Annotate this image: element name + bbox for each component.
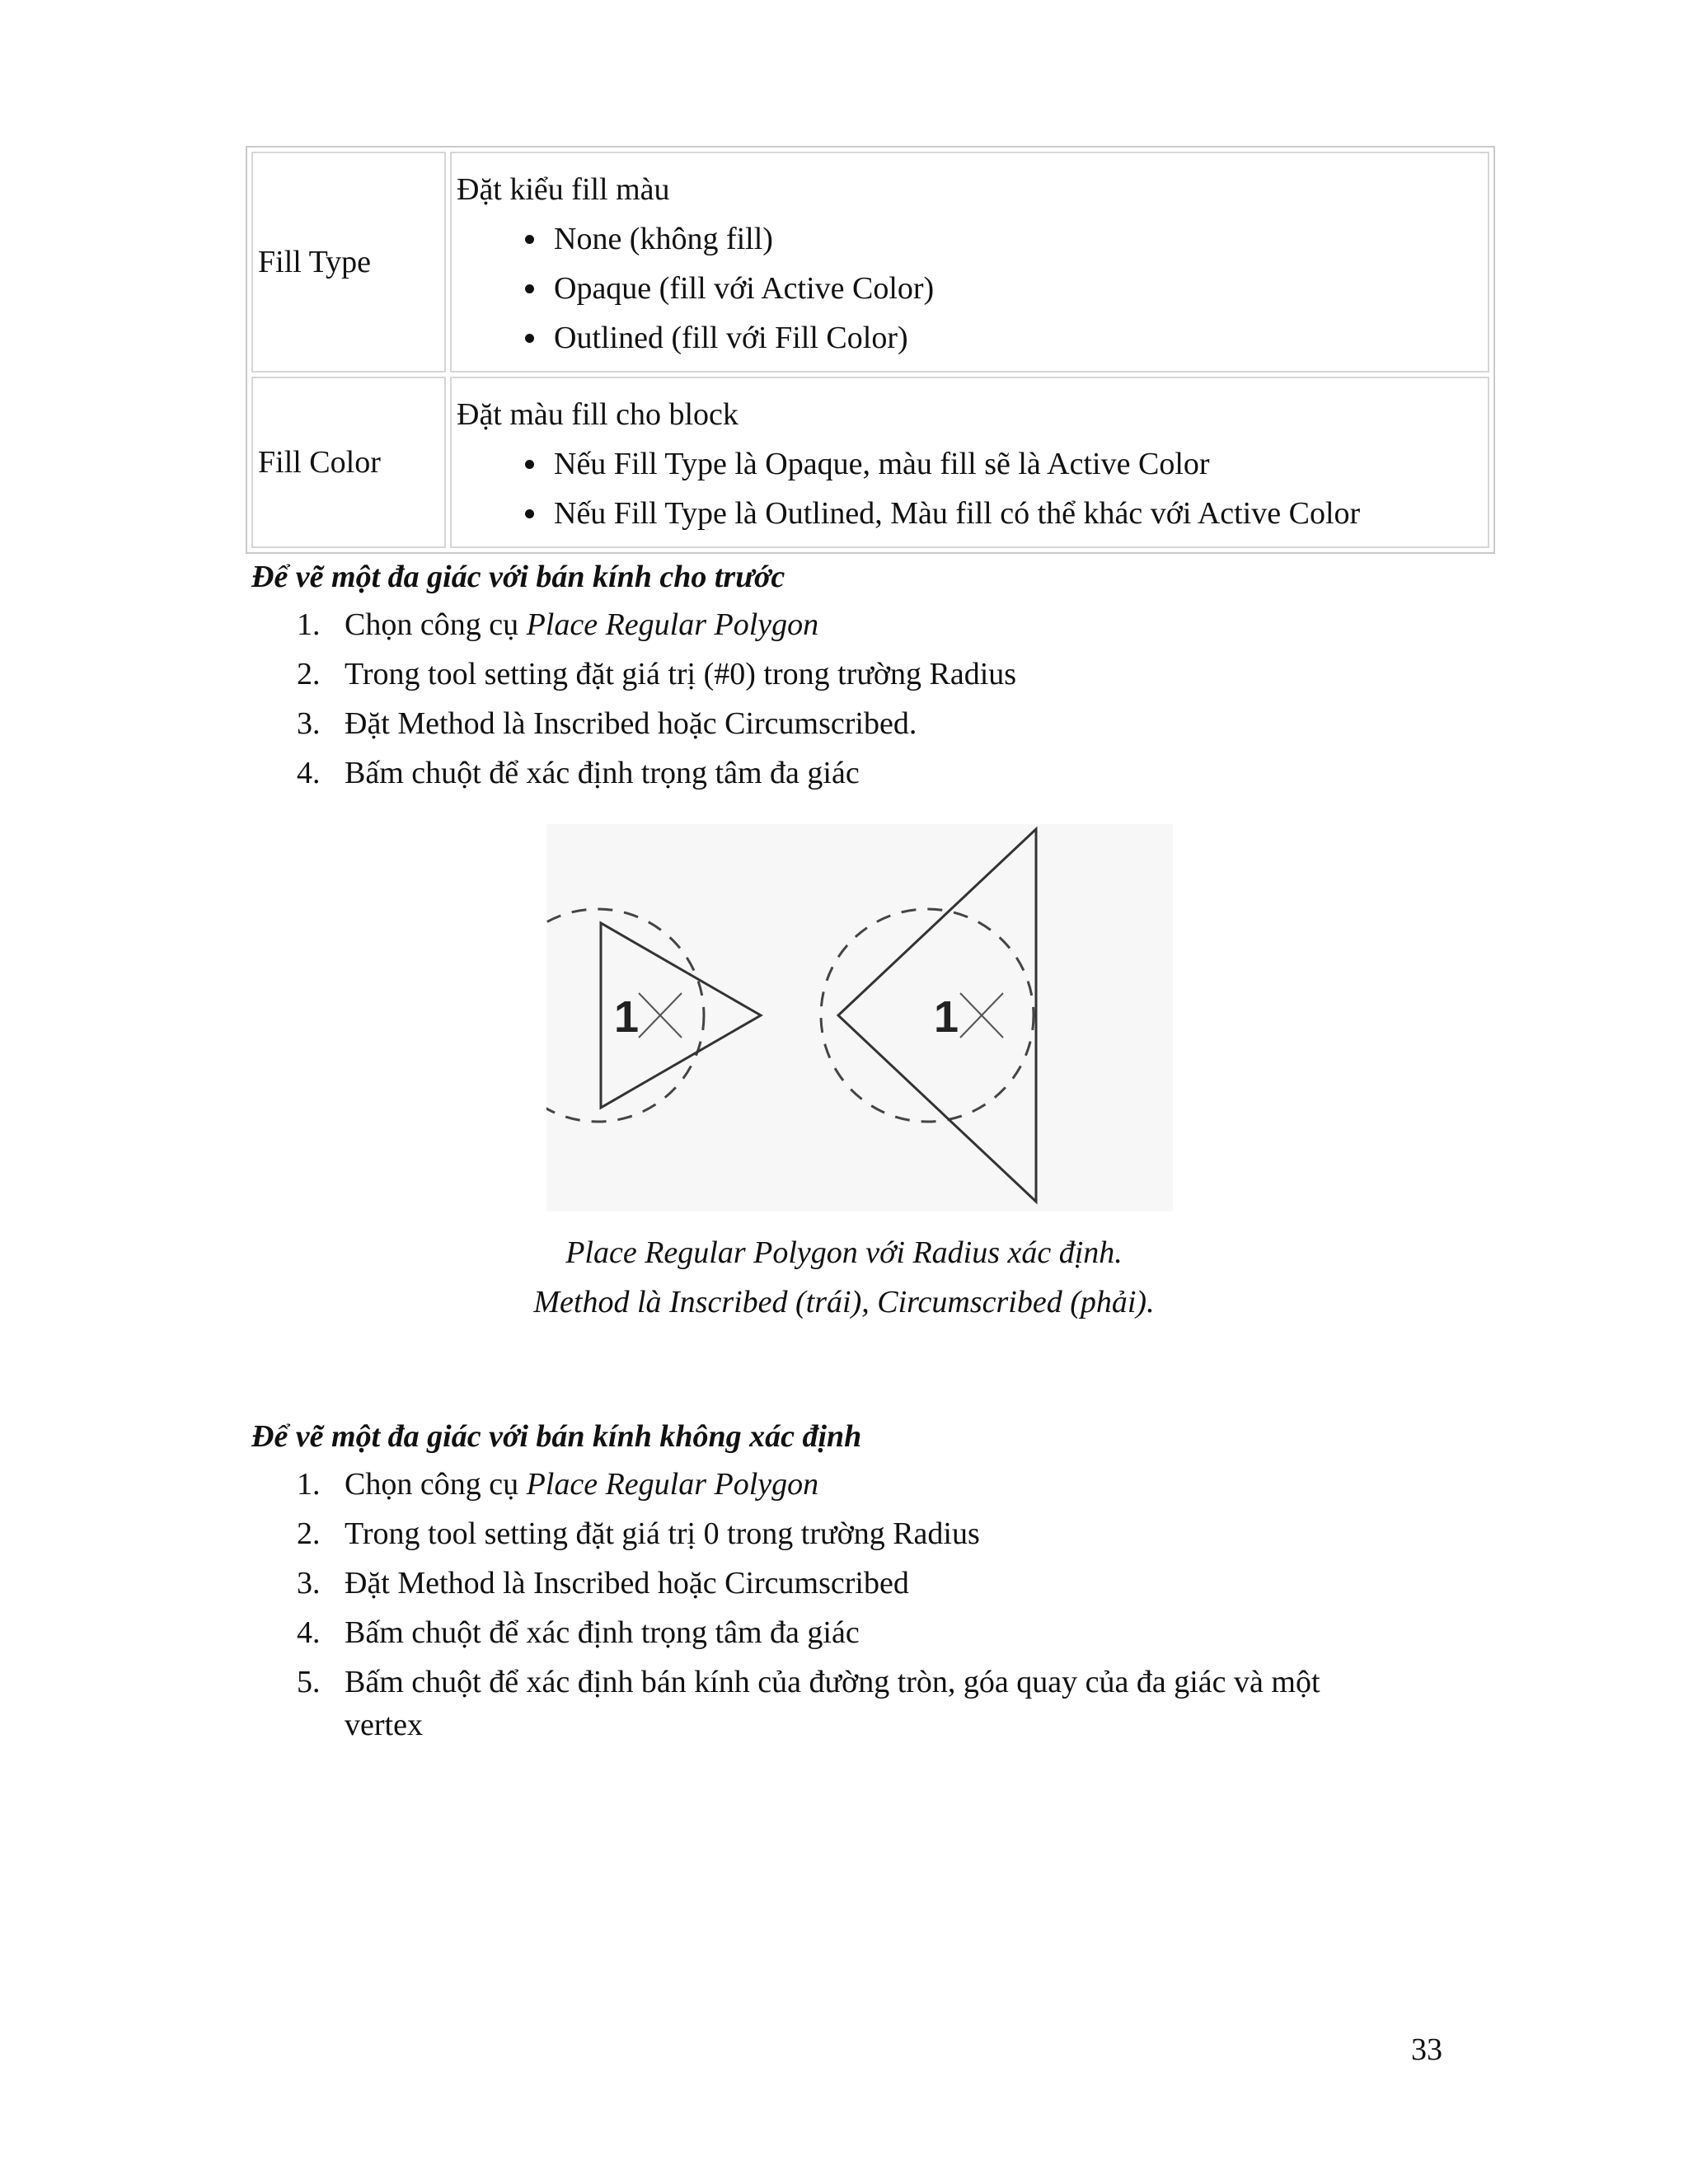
step-number: 3.	[297, 1566, 321, 1601]
step-number: 4.	[297, 756, 321, 790]
step-number: 3.	[297, 706, 321, 741]
list-item: • Opaque (fill với Active Color)	[549, 264, 1483, 313]
right-dashed-circle	[821, 909, 1034, 1122]
list-item	[297, 752, 1393, 794]
polygon-figure	[546, 824, 1173, 1212]
step-text: Trong tool setting đặt giá trị 0 trong trường Radius	[345, 1516, 980, 1551]
property-name: Fill Color	[251, 377, 446, 548]
table-row	[251, 152, 1489, 373]
figure-caption-line-2: Method là Inscribed (trái), Circumscribed (phải).	[533, 1285, 1155, 1319]
list-item: • Nếu Fill Type là Outlined, Màu fill có thể khác với Active Color	[549, 489, 1483, 538]
option-list	[457, 214, 1483, 363]
list-item	[297, 1463, 1393, 1506]
fill-properties-table	[246, 146, 1495, 554]
list-item	[297, 702, 1393, 745]
step-text: Chọn công cụ	[345, 1467, 527, 1502]
step-number: 1.	[297, 607, 321, 642]
list-item	[297, 1661, 1393, 1746]
list-item: • None (không fill)	[549, 214, 1483, 264]
table-row	[251, 377, 1489, 548]
tool-name: Place Regular Polygon	[526, 1467, 819, 1502]
list-item	[297, 603, 1393, 646]
steps-list	[297, 1463, 1393, 1753]
list-item	[297, 1611, 1393, 1654]
step-number: 1.	[297, 1467, 321, 1502]
property-description	[450, 377, 1489, 548]
list-item	[297, 1562, 1393, 1605]
step-text: Bấm chuột để xác định trọng tâm đa giác	[345, 756, 860, 790]
page-number: 33	[1411, 2032, 1442, 2067]
section-heading: Để vẽ một đa giác với bán kính cho trước	[251, 560, 785, 594]
circumscribed-triangle-outline	[546, 829, 839, 1202]
left-center-label: 1	[614, 992, 640, 1042]
step-number: 2.	[297, 1516, 321, 1551]
right-center-label: 1	[934, 992, 959, 1042]
description-intro: Đặt kiểu fill màu	[457, 172, 670, 207]
property-description	[450, 152, 1489, 373]
step-text: Chọn công cụ	[345, 607, 527, 642]
property-name: Fill Type	[251, 152, 446, 373]
step-text: Bấm chuột để xác định bán kính của đường tròn, góa quay của đa giác và một vertex	[345, 1665, 1320, 1742]
list-item: • Nếu Fill Type là Opaque, màu fill sẽ là Active Color	[549, 439, 1483, 489]
step-number: 5.	[297, 1665, 321, 1699]
step-text: Đặt Method là Inscribed hoặc Circumscribed	[345, 1566, 909, 1601]
description-intro: Đặt màu fill cho block	[457, 397, 738, 432]
section-heading: Để vẽ một đa giác với bán kính không xác định	[251, 1419, 862, 1454]
step-text: Bấm chuột để xác định trọng tâm đa giác	[345, 1615, 860, 1650]
figure-caption-line-1: Place Regular Polygon với Radius xác định.	[565, 1235, 1123, 1270]
step-number: 4.	[297, 1615, 321, 1650]
steps-list	[297, 603, 1393, 801]
tool-name: Place Regular Polygon	[526, 607, 819, 642]
step-text: Đặt Method là Inscribed hoặc Circumscribed.	[345, 706, 917, 741]
list-item	[297, 1512, 1393, 1555]
option-list	[457, 439, 1483, 538]
circumscribed-triangle	[546, 824, 837, 1202]
polygon-illustration	[546, 824, 1173, 1212]
step-text: Trong tool setting đặt giá trị (#0) trong trường Radius	[345, 657, 1017, 691]
list-item	[297, 653, 1393, 696]
list-item: • Outlined (fill với Fill Color)	[549, 313, 1483, 363]
step-number: 2.	[297, 657, 321, 691]
